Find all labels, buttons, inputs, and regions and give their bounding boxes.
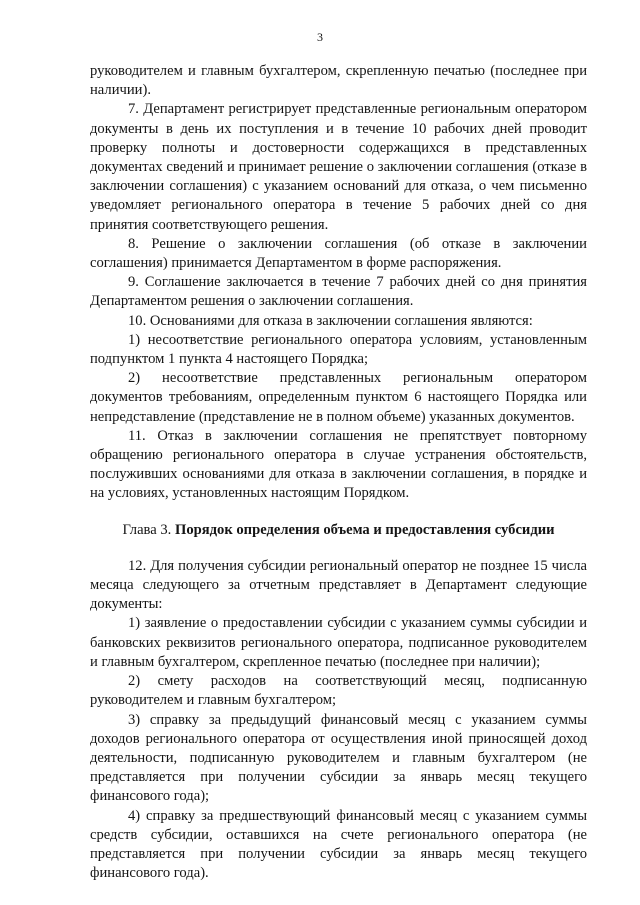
paragraph-12-item-4: 4) справку за предшествующий финансовый месяц с указанием суммы средств субсидии, оставшихся на счете регионального оператора (не представляется при получении субсидии за январь месяц текущего финансового года). xyxy=(90,807,587,882)
page-number: 3 xyxy=(317,30,323,44)
paragraph-continuation: руководителем и главным бухгалтером, скрепленную печатью (последнее при наличии). xyxy=(90,63,587,99)
paragraph-12-item-3: 3) справку за предыдущий финансовый месяц с указанием суммы доходов регионального оператора от осуществления иной приносящей доход деятельности, подписанную руководителем и главным бухгалтером (не представляется при получении субсидии за январь месяц текущего финансового года); xyxy=(90,711,587,805)
paragraph-10: 10. Основаниями для отказа в заключении соглашения являются: xyxy=(128,312,533,329)
paragraph-11: 11. Отказ в заключении соглашения не препятствует повторному обращению регионального оператора в случае устранения обстоятельств, послуживших основаниями для отказа в заключении соглашения, в порядке и на условиях, установленных настоящим Порядком. xyxy=(90,427,587,502)
paragraph-8: 8. Решение о заключении соглашения (об отказе в заключении соглашения) принимается Департаментом в форме распоряжения. xyxy=(90,235,587,272)
paragraph-12: 12. Для получения субсидии региональный оператор не позднее 15 числа месяца следующего за отчетным представляет в Департамент следующие документы: xyxy=(90,557,587,613)
document-body xyxy=(90,62,587,883)
paragraph-10-item-2: 2) несоответствие представленных региональным оператором документов требованиям, определенным пунктом 6 настоящего Порядка или непредставление (представление не в полном объеме) указанных документов. xyxy=(90,370,587,425)
chapter-label: Глава 3. xyxy=(122,521,172,538)
paragraph-12-item-1: 1) заявление о предоставлении субсидии с указанием суммы субсидии и банковских реквизитов регионального оператора, подписанное руководителем и главным бухгалтером, скрепленное печатью (последнее при наличии); xyxy=(90,615,587,670)
paragraph-12-item-2: 2) смету расходов на соответствующий месяц, подписанную руководителем и главным бухгалтером; xyxy=(90,673,587,709)
paragraph-9: 9. Соглашение заключается в течение 7 рабочих дней со дня принятия Департаментом решения о заключении соглашения. xyxy=(90,274,587,310)
chapter-title: Порядок определения объема и предоставления субсидии xyxy=(174,521,555,538)
paragraph-10-item-1: 1) несоответствие регионального оператора условиям, установленным подпунктом 1 пункта 4 настоящего Порядка; xyxy=(90,331,587,368)
paragraph-7: 7. Департамент регистрирует представленные региональным оператором документы в день их поступления и в течение 10 рабочих дней проводит проверку полноты и достоверности содержащихся в представленных документах сведений и принимает решение о заключении соглашения (отказе в заключении соглашения) с указанием оснований для отказа, о чем письменно уведомляет регионального оператора в течение 5 рабочих дней со дня принятия соответствующего решения. xyxy=(90,101,587,233)
chapter-heading xyxy=(90,504,587,557)
